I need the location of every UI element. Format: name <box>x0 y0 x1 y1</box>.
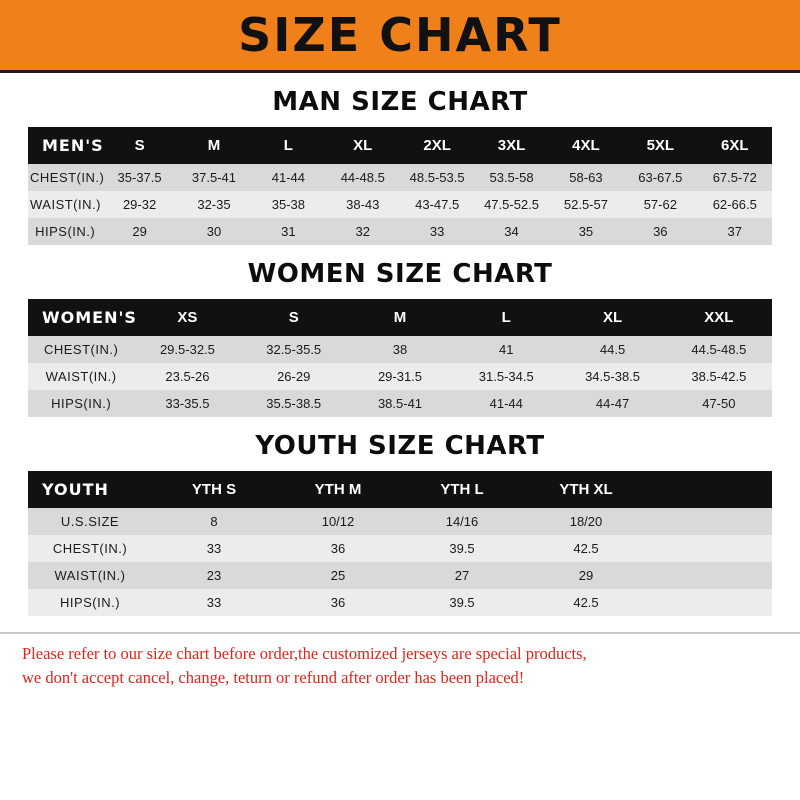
cell: 18/20 <box>524 508 648 535</box>
cell: 47-50 <box>666 390 772 417</box>
cell: 41-44 <box>453 390 559 417</box>
cell: 25 <box>276 562 400 589</box>
table-women-head <box>28 299 772 336</box>
cell: 14/16 <box>400 508 524 535</box>
cell: 29.5-32.5 <box>134 336 240 363</box>
col-header-yth-l: YTH L <box>400 471 524 508</box>
table-row <box>28 589 772 616</box>
cell: 29-32 <box>102 191 176 218</box>
cell: 35-37.5 <box>102 164 176 191</box>
col-header-empty <box>648 471 772 508</box>
section-title-man: MAN SIZE CHART <box>272 87 528 117</box>
cell: 34 <box>474 218 548 245</box>
col-header-xxl: XXL <box>666 299 772 336</box>
col-header-l: L <box>251 127 325 164</box>
col-header-6xl: 6XL <box>698 127 772 164</box>
cell: 10/12 <box>276 508 400 535</box>
section-title-youth: YOUTH SIZE CHART <box>255 431 545 461</box>
cell: 33 <box>400 218 474 245</box>
cell: 36 <box>276 589 400 616</box>
cell: 37 <box>698 218 772 245</box>
cell: 31.5-34.5 <box>453 363 559 390</box>
col-header-m: M <box>347 299 453 336</box>
cell: 62-66.5 <box>698 191 772 218</box>
table-youth <box>28 471 772 616</box>
cell: 33-35.5 <box>134 390 240 417</box>
cell: 39.5 <box>400 589 524 616</box>
col-header-xl: XL <box>559 299 665 336</box>
cell: 52.5-57 <box>549 191 623 218</box>
col-header-xl: XL <box>326 127 400 164</box>
cell: 29 <box>102 218 176 245</box>
cell: 8 <box>152 508 276 535</box>
table-row <box>28 191 772 218</box>
cell: 42.5 <box>524 535 648 562</box>
section-youth <box>0 431 800 616</box>
col-header-5xl: 5XL <box>623 127 697 164</box>
col-header-xs: XS <box>134 299 240 336</box>
cell: 48.5-53.5 <box>400 164 474 191</box>
table-row <box>28 336 772 363</box>
col-header-4xl: 4XL <box>549 127 623 164</box>
col-header-3xl: 3XL <box>474 127 548 164</box>
cell: 34.5-38.5 <box>559 363 665 390</box>
cell: 36 <box>623 218 697 245</box>
row-label-chest: CHEST(IN.) <box>28 336 134 363</box>
cell <box>648 589 772 616</box>
footnote-line-2: we don't accept cancel, change, teturn or refund after order has been placed! <box>22 667 525 687</box>
cell: 35.5-38.5 <box>241 390 347 417</box>
cell <box>648 508 772 535</box>
cell: 44.5 <box>559 336 665 363</box>
cell: 33 <box>152 535 276 562</box>
table-man <box>28 127 772 245</box>
cell: 32 <box>326 218 400 245</box>
table-youth-head <box>28 471 772 508</box>
cell: 23 <box>152 562 276 589</box>
cell: 30 <box>177 218 251 245</box>
cell: 38.5-42.5 <box>666 363 772 390</box>
row-label-hips: HIPS(IN.) <box>28 390 134 417</box>
table-row <box>28 535 772 562</box>
cell: 33 <box>152 589 276 616</box>
cell: 53.5-58 <box>474 164 548 191</box>
cell: 38-43 <box>326 191 400 218</box>
col-header-yth-m: YTH M <box>276 471 400 508</box>
cell: 58-63 <box>549 164 623 191</box>
cell <box>648 535 772 562</box>
footnote <box>0 632 800 690</box>
row-label-waist: WAIST(IN.) <box>28 562 152 589</box>
row-label-us-size: U.S.SIZE <box>28 508 152 535</box>
cell: 44.5-48.5 <box>666 336 772 363</box>
col-header-yth-s: YTH S <box>152 471 276 508</box>
cell: 41 <box>453 336 559 363</box>
cell: 47.5-52.5 <box>474 191 548 218</box>
col-header-s: S <box>241 299 347 336</box>
cell: 35-38 <box>251 191 325 218</box>
cell: 29-31.5 <box>347 363 453 390</box>
table-row <box>28 471 772 508</box>
col-header-m: M <box>177 127 251 164</box>
cell: 57-62 <box>623 191 697 218</box>
col-header-l: L <box>453 299 559 336</box>
cell: 42.5 <box>524 589 648 616</box>
table-man-head <box>28 127 772 164</box>
cell: 27 <box>400 562 524 589</box>
row-label-hips: HIPS(IN.) <box>28 589 152 616</box>
cell: 39.5 <box>400 535 524 562</box>
cell: 23.5-26 <box>134 363 240 390</box>
row-label-chest: CHEST(IN.) <box>28 164 102 191</box>
col-header-mens: MEN'S <box>28 127 102 164</box>
section-title-women: WOMEN SIZE CHART <box>247 259 553 289</box>
col-header-womens: WOMEN'S <box>28 299 134 336</box>
table-row <box>28 164 772 191</box>
table-row <box>28 218 772 245</box>
cell: 26-29 <box>241 363 347 390</box>
cell <box>648 562 772 589</box>
header-banner <box>0 0 800 73</box>
col-header-s: S <box>102 127 176 164</box>
cell: 43-47.5 <box>400 191 474 218</box>
cell: 31 <box>251 218 325 245</box>
section-women <box>0 259 800 417</box>
row-label-hips: HIPS(IN.) <box>28 218 102 245</box>
table-row <box>28 508 772 535</box>
cell: 38 <box>347 336 453 363</box>
table-women-body <box>28 336 772 417</box>
cell: 32.5-35.5 <box>241 336 347 363</box>
col-header-youth: YOUTH <box>28 471 152 508</box>
table-women <box>28 299 772 417</box>
section-man <box>0 87 800 245</box>
cell: 37.5-41 <box>177 164 251 191</box>
cell: 67.5-72 <box>698 164 772 191</box>
table-row <box>28 363 772 390</box>
table-youth-body <box>28 508 772 616</box>
row-label-waist: WAIST(IN.) <box>28 363 134 390</box>
cell: 63-67.5 <box>623 164 697 191</box>
cell: 44-47 <box>559 390 665 417</box>
cell: 41-44 <box>251 164 325 191</box>
col-header-2xl: 2XL <box>400 127 474 164</box>
col-header-yth-xl: YTH XL <box>524 471 648 508</box>
cell: 32-35 <box>177 191 251 218</box>
table-row <box>28 127 772 164</box>
page-title: SIZE CHART <box>238 8 562 62</box>
cell: 36 <box>276 535 400 562</box>
cell: 29 <box>524 562 648 589</box>
table-row <box>28 562 772 589</box>
cell: 35 <box>549 218 623 245</box>
table-man-body <box>28 164 772 245</box>
table-row <box>28 299 772 336</box>
cell: 38.5-41 <box>347 390 453 417</box>
cell: 44-48.5 <box>326 164 400 191</box>
row-label-waist: WAIST(IN.) <box>28 191 102 218</box>
table-row <box>28 390 772 417</box>
footnote-line-1: Please refer to our size chart before order,the customized jerseys are special products, <box>22 644 587 663</box>
row-label-chest: CHEST(IN.) <box>28 535 152 562</box>
